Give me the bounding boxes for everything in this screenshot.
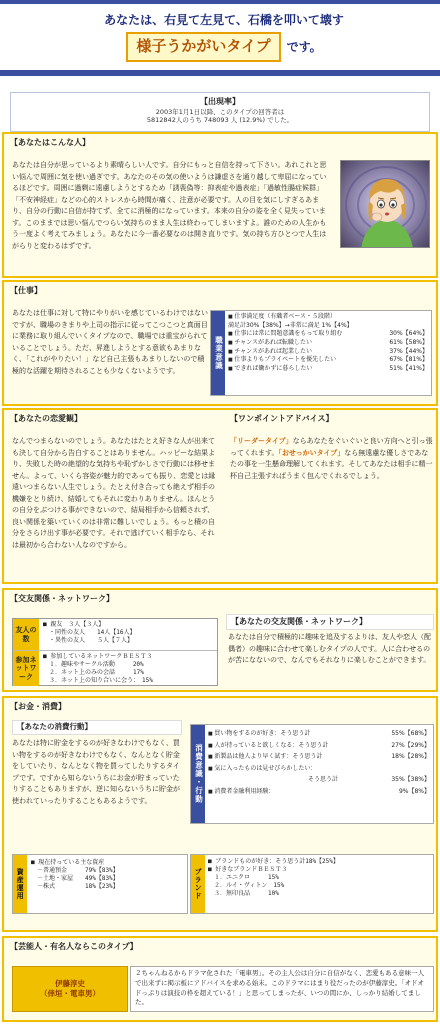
advice-highlight-leader: 「リーダータイプ」 bbox=[230, 437, 293, 445]
love-section bbox=[2, 408, 438, 584]
celebrity-section bbox=[2, 936, 438, 1022]
stat-value: 18%【28%】 bbox=[391, 753, 430, 760]
asset-line: －普通預金 79%【83%】 bbox=[31, 867, 119, 875]
work-stat-row bbox=[228, 330, 428, 339]
advice-mid-text: ならあなたをぐいぐいと良い方向へと引っ張ってくれます。 bbox=[230, 437, 433, 457]
money-title: 【お金・消費】 bbox=[10, 702, 66, 711]
stat-value: 55%【68%】 bbox=[391, 730, 430, 737]
consumption-stats-box bbox=[190, 724, 434, 824]
stat-value: 9%【8%】 bbox=[398, 787, 430, 795]
friends-right-text: あなたは自分で積極的に趣味を追及するよりは、友人や恋人（配偶者）の趣味に合わせて楽しむタイプの人です。人に合わせるのが苦になないので、なんでもそれなりに楽しむことができます。 bbox=[228, 633, 431, 665]
stat-value: 35%【38%】 bbox=[391, 776, 430, 783]
work-stats-rows bbox=[225, 311, 431, 395]
consumption-row bbox=[208, 786, 430, 798]
stat-value: 51%【41%】 bbox=[389, 365, 428, 373]
money-text: あなたは特に貯金をするのが好きなわけでもなく、買い物をするのが好きなわけでもなく、なんとなく貯金をしていたり、なんとなく物を買ってしたりするタイプです。ですから知らないうちにお金が貯まっていたりすることもありますが、逆に知らないうちに貯金が使われていったりすることもあるようです。 bbox=[12, 739, 180, 805]
work-stat-row bbox=[228, 356, 428, 365]
stat-label: ■ チャンスがあれば転職したい bbox=[228, 339, 312, 348]
brand-line: ２．ルイ・ヴィトン 15% bbox=[208, 882, 285, 890]
consumption-label: 消費意識・行動 bbox=[191, 725, 205, 823]
brand-line: １．ユニクロ 15% bbox=[208, 874, 279, 882]
asset-rows bbox=[27, 855, 187, 913]
friends-section bbox=[2, 588, 438, 692]
asset-label: 資産運用 bbox=[13, 855, 27, 913]
consumption-row bbox=[208, 751, 430, 763]
network-line: ２．ネット上のみの会話 17% bbox=[43, 669, 144, 677]
work-stats-label: 職業意識 bbox=[211, 311, 225, 395]
advice-highlight-meddler: 「おせっかいタイプ」 bbox=[278, 448, 345, 457]
friend-count-label: 友人の数 bbox=[13, 619, 39, 650]
asset-line: －株式 18%【23%】 bbox=[31, 883, 119, 891]
friends-title: 【交友関係・ネットワーク】 bbox=[10, 594, 114, 603]
asset-line: ■ 現在持っている主な資産 bbox=[31, 859, 105, 866]
consumption-row bbox=[208, 740, 430, 752]
stat-label: ■ 人が持っていると欲しくなる：そう思う計 bbox=[208, 740, 328, 752]
celebrity-role: （倖垣・電車男） bbox=[40, 989, 100, 998]
stat-value: 61%【58%】 bbox=[389, 339, 428, 347]
personality-title: 【あなたはこんな人】 bbox=[10, 138, 90, 147]
stat-label: ■ チャンスがあれば起業したい bbox=[228, 348, 312, 357]
friend-count-block bbox=[13, 619, 217, 651]
friends-stats-box bbox=[12, 618, 218, 686]
network-block bbox=[13, 651, 217, 686]
advice-title: 【ワンポイントアドバイス】 bbox=[230, 414, 334, 423]
character-illustration bbox=[340, 160, 430, 248]
celebrity-name-box bbox=[12, 966, 128, 1012]
work-stat-row bbox=[228, 365, 428, 374]
stat-label: ■ 新製品は他人より早く試す：そう思う計 bbox=[208, 751, 322, 763]
asset-box bbox=[12, 854, 188, 914]
stat-value: 30%【64%】 bbox=[389, 330, 428, 338]
stat-label: ■ 仕事満足度（有職者ベース・５段階） bbox=[228, 313, 336, 322]
consumption-rows bbox=[205, 725, 433, 823]
consumption-row bbox=[208, 774, 430, 786]
type-name-box: 様子うかがいタイプ bbox=[126, 32, 280, 62]
stat-label: ■ 消費者金融利用経験： bbox=[208, 786, 274, 798]
stat-label: ■ 買い物をするのが好き：そう思う計 bbox=[208, 728, 310, 740]
friend-count-body bbox=[39, 619, 217, 650]
advice-rest-text: なら無遠慮な優しさであなたの事を一生懸命理解してくれます。そしてあなたは相手に精一杯自己主張すればうまく包んでくれるでしょう。 bbox=[230, 448, 433, 480]
brand-line: ■ ブランドものが好き：そう思う計18%【25%】 bbox=[208, 858, 339, 865]
header-desu: です。 bbox=[286, 39, 322, 54]
celebrity-name: 伊藤淳史 bbox=[55, 979, 85, 989]
personality-section bbox=[2, 132, 438, 278]
friend-count-line: ■ 親友 ３人【３人】 bbox=[43, 621, 105, 628]
friend-count-line: ・異性の友人 ５人【７人】 bbox=[43, 637, 134, 645]
stat-label: ■ できれば働かずに暮らしたい bbox=[228, 365, 312, 374]
brand-line: ■ 好きなブランドＢＥＳＴ３ bbox=[208, 866, 288, 874]
friends-right-title: 【あなたの交友関係・ネットワーク】 bbox=[226, 614, 434, 630]
advice-text bbox=[230, 436, 434, 482]
work-stats-box bbox=[210, 310, 432, 396]
stat-label: ■ 気に入ったものは見せびらかしたい： bbox=[208, 763, 316, 775]
brand-label: ブランド bbox=[191, 855, 205, 913]
consumption-row bbox=[208, 763, 430, 775]
occurrence-box bbox=[10, 92, 430, 132]
occurrence-title: 【出現率】 bbox=[200, 97, 240, 106]
header bbox=[0, 0, 440, 72]
work-title: 【仕事】 bbox=[10, 286, 42, 295]
brand-rows bbox=[205, 855, 433, 913]
work-text: あなたは仕事に対して特にやりがいを感じているわけではないですが、職場のきまりや上司の指示に従ってこつこつと真面目に業務に取り組んでいくタイプなので、職場では重宝がられていることでしょう。ただ、昇進しようとする意欲もあまりなく、「これがやりたい！」など自己主張もあまりしないので積極的な活躍を期待されることも少なくないようです。 bbox=[12, 309, 208, 375]
stat-label: ■ 仕事には常に問題意識をもって取り組む bbox=[228, 330, 342, 339]
header-lead-text: あなたは、右見て左見て、石橋を叩いて壊す bbox=[104, 13, 344, 27]
brand-line: ３．無印良品 10% bbox=[208, 890, 279, 898]
network-line: ■ 参加しているネットワークＢＥＳＴ３ bbox=[43, 653, 153, 660]
love-title: 【あなたの恋愛観】 bbox=[10, 414, 82, 423]
stat-label: ■ 仕事よりもプライベートを優先したい bbox=[228, 356, 336, 365]
consumption-row bbox=[208, 728, 430, 740]
stat-value: 67%【81%】 bbox=[389, 356, 428, 364]
occurrence-line1: 2003年1月1日以降、このタイプの回答者は bbox=[155, 107, 285, 116]
header-divider bbox=[0, 70, 440, 76]
work-stat-row bbox=[228, 313, 428, 322]
celebrity-title: 【芸能人・有名人ならこのタイプ】 bbox=[10, 942, 138, 951]
stat-value: 37%【44%】 bbox=[389, 347, 428, 355]
personality-text: あなたは自分が思っているより素晴らしい人です。自分にもっと自信を持って下さい。あれこれと思い悩んで周囲に気を使い過ぎです。あなたのその気の使いようは謙虚さを通り越して卑屈になっているほどです。周囲に過剰に遠慮しようとするため「誘喪偽等：抑表症や過表症」「過敏性腸症候群」「不安神経症」などの心的ストレスから時間が痛く、注意が必要です。人の目を気にしすぎるあまり、自分の行動に自信が持てず、全てに消極的になっています。本来の自分の姿を全く見失っています。このままでは思い悩んでつらい気持ちのまま人生は終わってしまいますよ。誰のための人生かもう一度よく考えてみましょう。あなたに今一番必要なのは開き直りです。気の持ち方ひとつで人生はがらりと変わるはずです。 bbox=[12, 161, 327, 250]
stat-value: 27%【29%】 bbox=[391, 741, 430, 749]
network-line: １．趣味やサークル活動 20% bbox=[43, 661, 144, 669]
stat-label: そう思う計 bbox=[308, 776, 339, 783]
work-stat-row bbox=[228, 339, 428, 348]
occurrence-line2: 5812842人のうち 748093 人 (12.9%) でした。 bbox=[146, 116, 294, 125]
love-text: なんでつまらないのでしょう。あなたはたとえ好きな人が出来ても決して自分から告白することはありません。ハッピーな結果より、失敗した時の絶望的な気持ちや恥ずかしさで行動には移せません。よって、いくら容姿が魅力的であっても振り、恋愛とは縁遠いつまらない人生でしょう。たとえ付き合っても絶えず相手の機嫌をとり続け、結婚してもそれに変わりありません。ほんとうの自分をぶつける事ができないので、結局相手から信頼されず、良い関係を築いていくのは非常に難しいでしょう。もっと積の自分をさらけ出す事が必要です。それで逃げていく相手なら、それは最初から合わない人なのですから。 bbox=[12, 437, 216, 549]
header-type-row bbox=[104, 32, 344, 62]
stat-label: 満足計30%【38%】→非常に満足 1%【4%】 bbox=[228, 321, 353, 329]
header-content bbox=[104, 12, 344, 62]
friend-count-line: ・同性の友人 14人【16人】 bbox=[43, 629, 136, 637]
network-label: 参加ネットワーク bbox=[13, 651, 39, 686]
money-subtitle: 【あなたの消費行動】 bbox=[12, 720, 182, 735]
celebrity-text: ２ちゃんねるからドラマ化された「電車男」。その主人公は自分に自信がなく、恋愛もある意味一人で出来ずに掲示板にアドバイスを求める始末。このドラマにはまり役だったのが伊藤淳史。「オドオドっぷりは演技の枠を超えている！」と思ってしまったが、いつの間にか、しっかり結婚してました。 bbox=[130, 966, 434, 1012]
brand-box bbox=[190, 854, 434, 914]
money-section bbox=[2, 696, 438, 932]
network-line: ３．ネット上の知り合いに会う： 15% bbox=[43, 677, 153, 685]
work-section bbox=[2, 280, 438, 406]
network-body bbox=[39, 651, 217, 686]
asset-line: －土地・家屋 49%【83%】 bbox=[31, 875, 119, 883]
